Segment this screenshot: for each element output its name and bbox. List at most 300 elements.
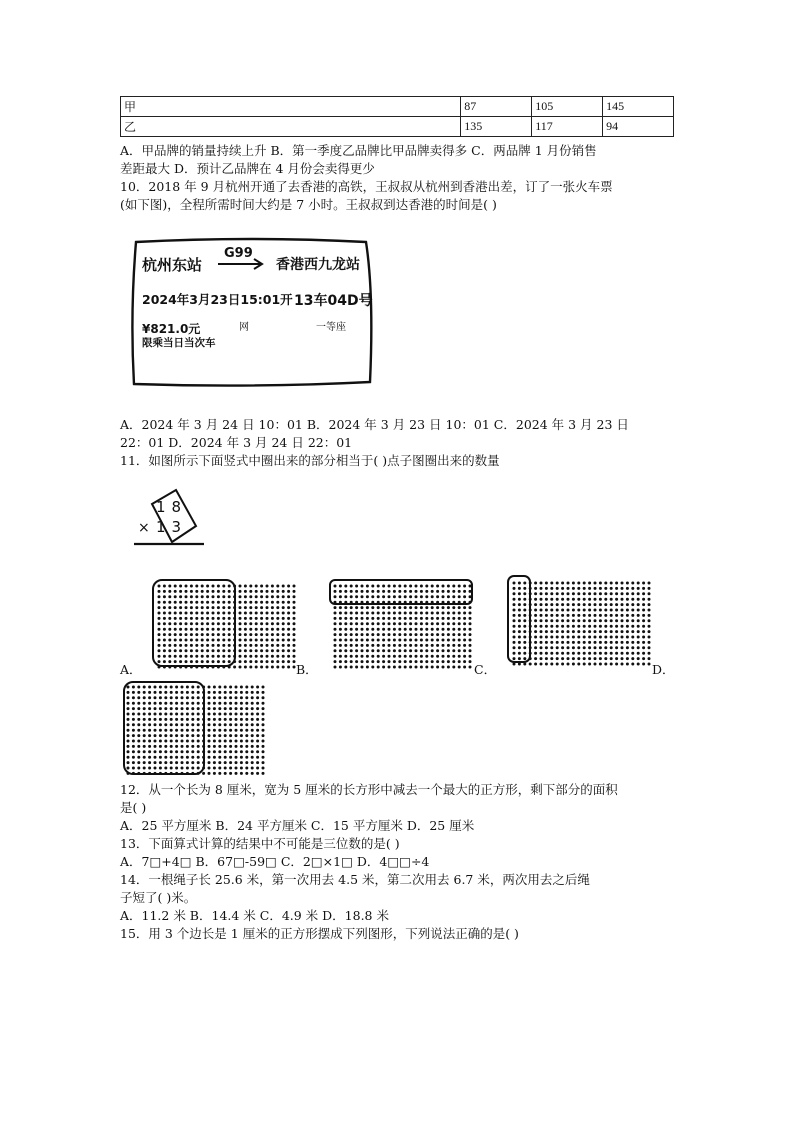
dot <box>610 603 613 606</box>
dot <box>447 649 450 652</box>
q10-options-line2: 22：01 D．2024 年 3 月 24 日 22：01 <box>120 435 353 450</box>
dot <box>181 750 184 753</box>
dot <box>339 590 342 593</box>
dot <box>208 713 211 716</box>
dot <box>588 609 591 612</box>
dot <box>229 707 232 710</box>
dot <box>244 585 247 588</box>
dot <box>218 713 221 716</box>
dot <box>425 595 428 598</box>
dot <box>404 655 407 658</box>
dot <box>260 585 263 588</box>
dot <box>425 655 428 658</box>
dot <box>235 686 238 689</box>
dot <box>404 612 407 615</box>
dot <box>631 603 634 606</box>
dot <box>201 644 204 647</box>
dot <box>213 734 216 737</box>
dot <box>132 756 135 759</box>
dot <box>540 592 543 595</box>
dot <box>208 767 211 770</box>
dot <box>208 702 211 705</box>
dot <box>266 606 269 609</box>
dot <box>197 696 200 699</box>
dot <box>594 636 597 639</box>
dot <box>642 592 645 595</box>
dot <box>158 585 161 588</box>
dot <box>648 663 651 666</box>
dot <box>276 666 279 669</box>
dot <box>648 619 651 622</box>
dot <box>631 663 634 666</box>
dot <box>626 657 629 660</box>
dot <box>377 633 380 636</box>
dot <box>420 590 423 593</box>
dot <box>251 740 254 743</box>
dot <box>287 639 290 642</box>
dot <box>545 598 548 601</box>
dot <box>206 601 209 604</box>
dot <box>393 590 396 593</box>
dot <box>513 603 516 606</box>
dot <box>447 666 450 669</box>
dot <box>621 641 624 644</box>
dot <box>191 691 194 694</box>
dot <box>398 655 401 658</box>
dot <box>197 750 200 753</box>
dot <box>513 657 516 660</box>
sales-table <box>120 96 674 137</box>
vertical-multiplication <box>132 486 206 548</box>
dot <box>382 628 385 631</box>
dot <box>604 598 607 601</box>
dot <box>350 666 353 669</box>
dot <box>240 729 243 732</box>
dot <box>222 595 225 598</box>
dot <box>529 663 532 666</box>
dot <box>224 686 227 689</box>
dot <box>158 633 161 636</box>
dot <box>163 601 166 604</box>
dot <box>361 655 364 658</box>
dot <box>127 713 130 716</box>
dot <box>523 587 526 590</box>
dot <box>143 734 146 737</box>
dot <box>361 628 364 631</box>
dot <box>249 633 252 636</box>
dot <box>179 633 182 636</box>
dot <box>377 622 380 625</box>
dot <box>648 592 651 595</box>
dot <box>174 595 177 598</box>
dot <box>350 649 353 652</box>
dot <box>186 713 189 716</box>
vertical-frame <box>132 486 206 548</box>
dot <box>382 585 385 588</box>
dot <box>170 713 173 716</box>
dot <box>550 641 553 644</box>
dot <box>127 767 130 770</box>
dot <box>398 628 401 631</box>
dot <box>594 625 597 628</box>
dot <box>201 617 204 620</box>
dot <box>339 585 342 588</box>
dot <box>415 655 418 658</box>
q10-question-line2: (如下图)，全程所需时间大约是 7 小时。王叔叔到达香港的时间是( ) <box>120 197 497 212</box>
dot <box>588 614 591 617</box>
dot <box>260 622 263 625</box>
dot <box>164 696 167 699</box>
dot <box>276 617 279 620</box>
dot <box>550 625 553 628</box>
dot <box>540 657 543 660</box>
dot <box>583 603 586 606</box>
dot <box>260 606 263 609</box>
dot <box>442 617 445 620</box>
dot <box>615 614 618 617</box>
dot <box>415 590 418 593</box>
dot <box>366 655 369 658</box>
dot <box>132 729 135 732</box>
dot <box>436 655 439 658</box>
dot <box>218 750 221 753</box>
dot <box>174 622 177 625</box>
dot <box>260 612 263 615</box>
dot <box>175 707 178 710</box>
dot <box>556 652 559 655</box>
dot <box>442 622 445 625</box>
dot <box>518 625 521 628</box>
dot <box>251 718 254 721</box>
dot <box>388 590 391 593</box>
dot <box>190 660 193 663</box>
dot <box>168 590 171 593</box>
dot <box>229 691 232 694</box>
dot <box>398 660 401 663</box>
dot <box>513 652 516 655</box>
q10-options-line1: A．2024 年 3 月 24 日 10：01 B．2024 年 3 月 23 日 10：01 C．2024 年 3 月 23 日 <box>120 417 629 432</box>
dot <box>567 587 570 590</box>
dot <box>228 660 231 663</box>
dot <box>154 729 157 732</box>
dot <box>594 619 597 622</box>
dot <box>218 696 221 699</box>
dot <box>287 633 290 636</box>
dot <box>334 644 337 647</box>
dot <box>287 617 290 620</box>
dot <box>334 628 337 631</box>
dot <box>404 585 407 588</box>
dot <box>404 628 407 631</box>
dot <box>615 619 618 622</box>
dot <box>293 612 296 615</box>
dot <box>174 612 177 615</box>
dot <box>228 649 231 652</box>
dot <box>523 592 526 595</box>
dot <box>186 756 189 759</box>
dot <box>251 723 254 726</box>
dot <box>191 723 194 726</box>
dot <box>191 718 194 721</box>
dot <box>168 601 171 604</box>
dot <box>604 592 607 595</box>
dot <box>398 585 401 588</box>
dot <box>235 740 238 743</box>
dot <box>382 590 385 593</box>
dot <box>334 660 337 663</box>
dot <box>255 590 258 593</box>
dot <box>523 657 526 660</box>
dot <box>159 723 162 726</box>
dot <box>393 644 396 647</box>
dot <box>442 606 445 609</box>
dot <box>447 628 450 631</box>
dot <box>245 702 248 705</box>
dot <box>556 663 559 666</box>
dot <box>588 663 591 666</box>
dot <box>163 628 166 631</box>
dot <box>615 592 618 595</box>
dot <box>276 655 279 658</box>
dot <box>523 630 526 633</box>
dot <box>271 633 274 636</box>
dot <box>388 585 391 588</box>
dot <box>442 649 445 652</box>
dot <box>229 767 232 770</box>
dot <box>235 745 238 748</box>
dot <box>599 652 602 655</box>
dot <box>518 657 521 660</box>
dot <box>255 660 258 663</box>
dot <box>523 619 526 622</box>
dot <box>239 644 242 647</box>
dot <box>523 625 526 628</box>
dot <box>201 649 204 652</box>
dot <box>249 590 252 593</box>
dot <box>577 609 580 612</box>
dot <box>235 718 238 721</box>
dot <box>420 639 423 642</box>
dot <box>143 740 146 743</box>
dot <box>190 649 193 652</box>
dot <box>604 646 607 649</box>
dot <box>447 606 450 609</box>
dot <box>637 630 640 633</box>
dot <box>631 641 634 644</box>
dot <box>240 750 243 753</box>
table-cell: 94 <box>603 117 674 137</box>
dot <box>550 587 553 590</box>
dot <box>540 641 543 644</box>
dot <box>212 617 215 620</box>
dot <box>556 625 559 628</box>
dot <box>186 729 189 732</box>
dot <box>218 756 221 759</box>
dot <box>201 606 204 609</box>
dot <box>366 644 369 647</box>
dot <box>393 628 396 631</box>
dot <box>191 686 194 689</box>
dot <box>197 767 200 770</box>
dot <box>256 750 259 753</box>
dot <box>577 652 580 655</box>
dot <box>371 617 374 620</box>
dot <box>540 646 543 649</box>
dot <box>195 655 198 658</box>
dot <box>217 649 220 652</box>
dot <box>604 641 607 644</box>
dot <box>168 622 171 625</box>
dot <box>604 603 607 606</box>
dot <box>154 745 157 748</box>
dot <box>235 696 238 699</box>
dot <box>197 734 200 737</box>
dot <box>164 723 167 726</box>
dot <box>132 691 135 694</box>
dot <box>344 639 347 642</box>
dot <box>164 734 167 737</box>
dot <box>217 590 220 593</box>
dot <box>255 628 258 631</box>
table-cell: 117 <box>532 117 603 137</box>
dot <box>626 652 629 655</box>
dot <box>599 587 602 590</box>
dot <box>610 630 613 633</box>
dot <box>355 595 358 598</box>
dot <box>190 639 193 642</box>
dot <box>382 655 385 658</box>
dot <box>371 612 374 615</box>
dot <box>361 622 364 625</box>
dot <box>251 713 254 716</box>
dot <box>463 666 466 669</box>
dot <box>224 740 227 743</box>
dot <box>137 761 140 764</box>
dot <box>637 657 640 660</box>
dot <box>148 707 151 710</box>
dot <box>222 585 225 588</box>
table-cell: 135 <box>461 117 532 137</box>
dot <box>222 590 225 593</box>
dot <box>229 761 232 764</box>
dot <box>469 655 472 658</box>
dot <box>371 660 374 663</box>
dot <box>148 713 151 716</box>
dot <box>170 707 173 710</box>
dot <box>523 598 526 601</box>
dot <box>245 696 248 699</box>
dot <box>251 767 254 770</box>
dot <box>409 622 412 625</box>
dot <box>350 617 353 620</box>
dot <box>132 707 135 710</box>
dot <box>276 639 279 642</box>
dot <box>164 718 167 721</box>
dot <box>463 585 466 588</box>
dot <box>195 660 198 663</box>
dot <box>420 617 423 620</box>
dot <box>158 590 161 593</box>
dot <box>159 756 162 759</box>
dot <box>158 617 161 620</box>
dot <box>540 630 543 633</box>
dot <box>170 761 173 764</box>
dot <box>208 734 211 737</box>
dot <box>282 622 285 625</box>
dot <box>282 585 285 588</box>
dot <box>350 622 353 625</box>
dot <box>594 582 597 585</box>
dot <box>256 772 259 775</box>
dot <box>224 713 227 716</box>
dot <box>159 702 162 705</box>
dot <box>255 585 258 588</box>
dot <box>170 750 173 753</box>
dot <box>599 603 602 606</box>
dot <box>266 639 269 642</box>
dot <box>415 628 418 631</box>
dot <box>132 734 135 737</box>
dot <box>287 595 290 598</box>
dot <box>431 655 434 658</box>
dot <box>197 756 200 759</box>
dot <box>256 702 259 705</box>
dot <box>518 652 521 655</box>
dot <box>545 641 548 644</box>
dot <box>398 649 401 652</box>
dot <box>631 582 634 585</box>
dot <box>452 628 455 631</box>
dot <box>271 628 274 631</box>
dot <box>463 622 466 625</box>
dot <box>382 622 385 625</box>
dot <box>545 592 548 595</box>
dot <box>163 644 166 647</box>
dot <box>190 585 193 588</box>
dot <box>458 606 461 609</box>
dot <box>604 614 607 617</box>
dot <box>158 606 161 609</box>
dot <box>398 590 401 593</box>
dot <box>388 595 391 598</box>
dot <box>415 644 418 647</box>
dot <box>217 601 220 604</box>
dot <box>425 617 428 620</box>
dot <box>266 655 269 658</box>
dot <box>610 657 613 660</box>
dot <box>588 641 591 644</box>
dot <box>388 622 391 625</box>
dot <box>266 666 269 669</box>
dot <box>143 767 146 770</box>
dot <box>181 691 184 694</box>
dot <box>534 619 537 622</box>
dot <box>190 617 193 620</box>
dot <box>366 595 369 598</box>
dot <box>366 585 369 588</box>
dot <box>388 655 391 658</box>
dot <box>260 666 263 669</box>
dot <box>249 585 252 588</box>
dot <box>185 649 188 652</box>
dot <box>583 663 586 666</box>
dot <box>615 663 618 666</box>
dot <box>431 606 434 609</box>
dot <box>382 612 385 615</box>
dot <box>249 595 252 598</box>
dot <box>355 590 358 593</box>
dot <box>637 636 640 639</box>
